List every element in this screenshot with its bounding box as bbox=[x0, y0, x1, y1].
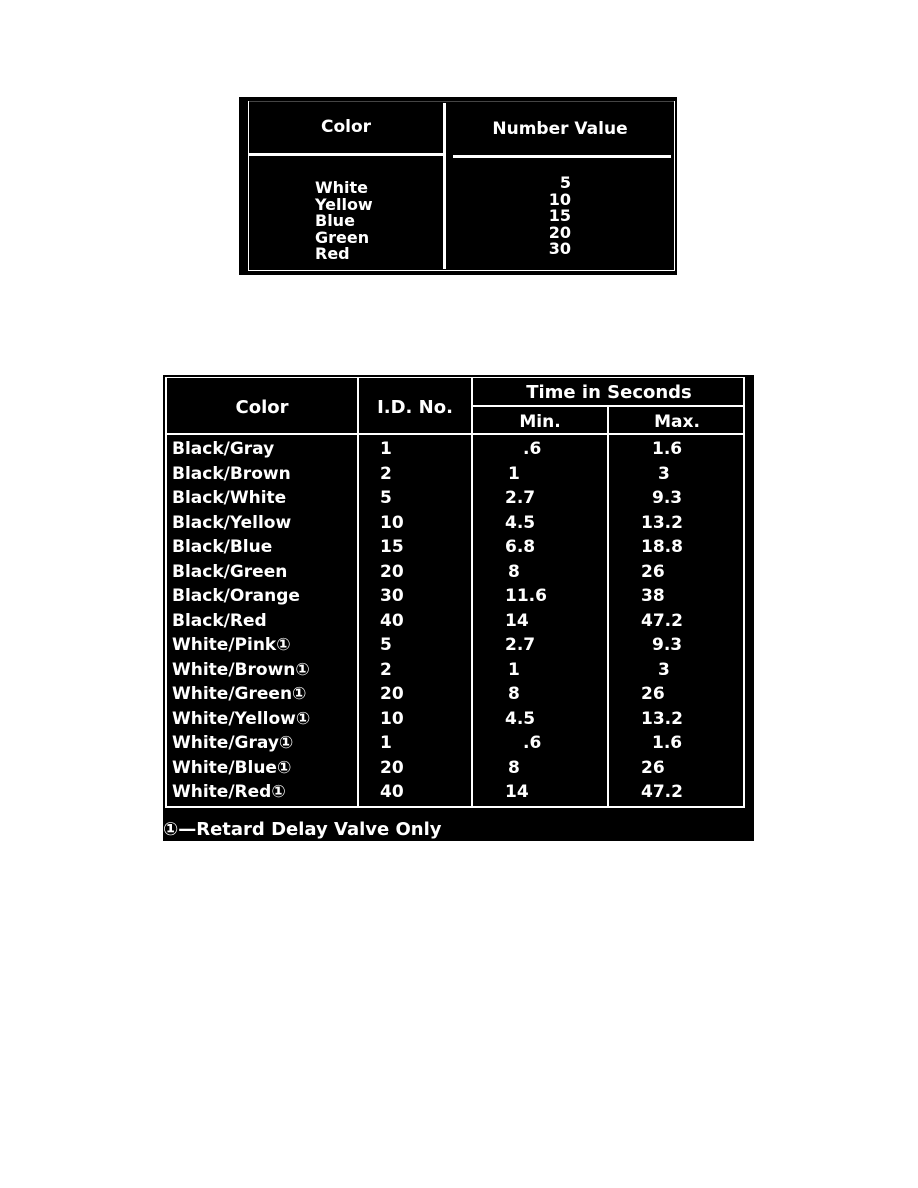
footnote: ①—Retard Delay Valve Only bbox=[163, 819, 442, 840]
id-header: I.D. No. bbox=[377, 397, 453, 418]
table-cell-color: White/Gray① bbox=[172, 733, 294, 753]
table-cell-max: 9.3 bbox=[652, 488, 683, 508]
table-cell-max: 26 bbox=[641, 561, 665, 582]
column-divider bbox=[471, 378, 473, 808]
table-cell-max: 47.2 bbox=[641, 610, 683, 631]
table-cell-min: 6.8 bbox=[505, 537, 536, 557]
row-divider bbox=[165, 433, 745, 435]
table-cell-id: 40 bbox=[380, 610, 404, 631]
table-cell-min: 14 bbox=[505, 610, 529, 631]
number-value-list bbox=[511, 175, 571, 258]
table-cell-color: Black/Yellow bbox=[172, 512, 292, 533]
table-cell-max: 13.2 bbox=[641, 708, 683, 729]
table-cell-min: 11.6 bbox=[505, 586, 547, 606]
table-cell-min: 1 bbox=[508, 463, 520, 484]
table-cell-max: 26 bbox=[641, 757, 665, 778]
color-header: Color bbox=[235, 397, 289, 418]
table-cell-max: 13.2 bbox=[641, 512, 683, 533]
table-cell-color: Black/Green bbox=[172, 561, 288, 582]
list-item: White bbox=[315, 178, 369, 197]
table-cell-id: 40 bbox=[380, 782, 404, 802]
header-divider bbox=[453, 155, 671, 158]
table-cell-id: 15 bbox=[380, 537, 404, 557]
table-cell-min: 2.7 bbox=[505, 488, 536, 508]
table-cell-min: 2.7 bbox=[505, 635, 536, 655]
table-cell-id: 30 bbox=[380, 586, 404, 606]
table-cell-color: White/Blue① bbox=[172, 757, 292, 778]
table-cell-color: Black/Blue bbox=[172, 537, 273, 557]
table-cell-max: 26 bbox=[641, 684, 665, 704]
table-cell-color: Black/Brown bbox=[172, 463, 291, 484]
table-cell-min: .6 bbox=[523, 439, 542, 459]
header-divider bbox=[249, 153, 443, 156]
number-value-header: Number Value bbox=[492, 119, 628, 139]
table-cell-color: Black/Orange bbox=[172, 586, 300, 606]
table-cell-color: Black/Red bbox=[172, 610, 267, 631]
table-cell-color: White/Pink① bbox=[172, 635, 291, 655]
table-cell-id: 2 bbox=[380, 659, 392, 680]
table-cell-min: 8 bbox=[508, 757, 520, 778]
list-item: 10 bbox=[548, 189, 571, 209]
table-cell-id: 20 bbox=[380, 757, 404, 778]
table-cell-id: 1 bbox=[380, 439, 392, 459]
table-cell-min: 4.5 bbox=[505, 512, 536, 533]
table-cell-color: White/Yellow① bbox=[172, 708, 311, 729]
table-cell-min: 8 bbox=[508, 684, 520, 704]
time-header: Time in Seconds bbox=[526, 382, 692, 403]
table-cell-color: White/Red① bbox=[172, 782, 286, 802]
table-cell-color: White/Green① bbox=[172, 684, 307, 704]
row-divider bbox=[473, 405, 745, 407]
list-item: 5 bbox=[559, 173, 571, 192]
table-cell-id: 2 bbox=[380, 463, 392, 484]
table-cell-id: 10 bbox=[380, 708, 404, 729]
table-cell-id: 10 bbox=[380, 512, 404, 533]
max-header: Max. bbox=[654, 412, 700, 432]
list-item: Green bbox=[315, 227, 370, 247]
list-item: 15 bbox=[548, 206, 571, 225]
list-item: Yellow bbox=[315, 194, 373, 214]
table-cell-id: 5 bbox=[380, 488, 392, 508]
table-cell-max: 3 bbox=[658, 659, 670, 680]
table-cell-min: 4.5 bbox=[505, 708, 536, 729]
table-cell-min: 1 bbox=[508, 659, 520, 680]
table-cell-id: 1 bbox=[380, 733, 392, 753]
table-cell-max: 1.6 bbox=[652, 733, 683, 753]
list-item: Blue bbox=[315, 211, 355, 230]
list-item: 30 bbox=[548, 239, 571, 258]
table-cell-max: 3 bbox=[658, 463, 670, 484]
table-cell-color: White/Brown① bbox=[172, 659, 310, 680]
table-cell-max: 18.8 bbox=[641, 537, 683, 557]
table-cell-id: 5 bbox=[380, 635, 392, 655]
color-header: Color bbox=[320, 117, 372, 137]
table-cell-max: 38 bbox=[641, 586, 665, 606]
table-cell-max: 47.2 bbox=[641, 782, 683, 802]
column-divider bbox=[357, 378, 359, 808]
column-divider bbox=[607, 406, 609, 808]
color-number-value-table bbox=[239, 97, 677, 275]
table-cell-id: 20 bbox=[380, 561, 404, 582]
min-header: Min. bbox=[519, 412, 561, 432]
list-item: Red bbox=[315, 244, 350, 263]
delay-valve-table bbox=[163, 375, 754, 841]
list-item: 20 bbox=[548, 222, 571, 242]
table-cell-color: Black/White bbox=[172, 488, 287, 508]
table-cell-max: 1.6 bbox=[652, 439, 683, 459]
table-cell-color: Black/Gray bbox=[172, 439, 275, 459]
table-cell-min: 14 bbox=[505, 782, 529, 802]
table-cell-id: 20 bbox=[380, 684, 404, 704]
color-list bbox=[315, 180, 373, 263]
table-cell-min: .6 bbox=[523, 733, 542, 753]
table-cell-max: 9.3 bbox=[652, 635, 683, 655]
table-cell-min: 8 bbox=[508, 561, 520, 582]
